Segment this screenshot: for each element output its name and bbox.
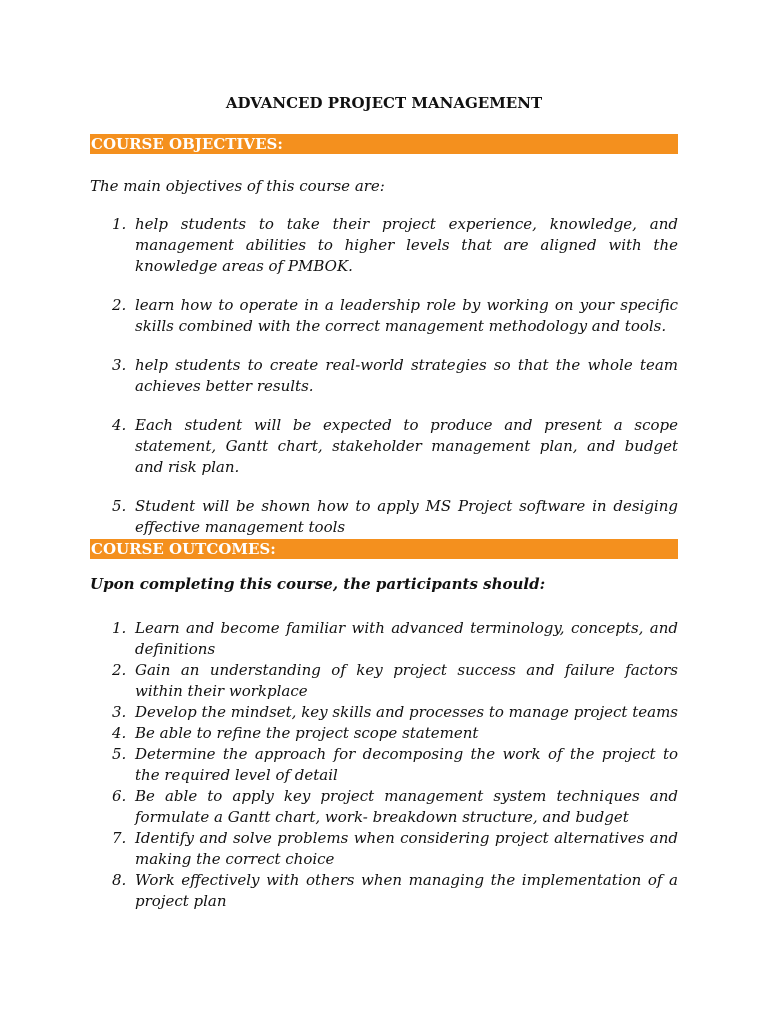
- course-outcomes-heading: COURSE OUTCOMES:: [90, 539, 678, 559]
- list-item-text: Work effectively with others when managing the implementation of a project plan: [135, 871, 678, 910]
- list-item-number: 5.: [112, 497, 127, 515]
- list-item: [90, 723, 678, 744]
- list-item-number: 1.: [112, 619, 127, 637]
- list-item-number: 1.: [112, 215, 127, 233]
- list-item-text: Identify and solve problems when considering project alternatives and making the correct choice: [135, 829, 678, 868]
- list-item-text: Be able to refine the project scope statement: [135, 724, 479, 742]
- list-item-text: Student will be shown how to apply MS Project software in desiging effective management tools: [135, 497, 678, 536]
- outcomes-list: [90, 618, 678, 912]
- objectives-list: [90, 214, 678, 556]
- list-item: [90, 214, 678, 277]
- list-item: [90, 496, 678, 538]
- list-item-number: 6.: [112, 787, 127, 805]
- list-item-number: 2.: [112, 296, 127, 314]
- list-item: [90, 744, 678, 786]
- list-item: [90, 295, 678, 337]
- list-item-text: Gain an understanding of key project success and failure factors within their workplace: [135, 661, 678, 700]
- list-item-number: 5.: [112, 745, 127, 763]
- list-item: [90, 355, 678, 397]
- list-item: [90, 702, 678, 723]
- list-item: [90, 870, 678, 912]
- list-item-number: 8.: [112, 871, 127, 889]
- list-item-number: 7.: [112, 829, 127, 847]
- list-item: [90, 660, 678, 702]
- list-item: [90, 415, 678, 478]
- list-item-text: Develop the mindset, key skills and processes to manage project teams: [135, 703, 678, 721]
- list-item-text: help students to take their project experience, knowledge, and management abilities to higher levels that are aligned with the knowledge areas of PMBOK.: [135, 215, 678, 275]
- list-item-text: Determine the approach for decomposing the work of the project to the required level of detail: [135, 745, 678, 784]
- course-objectives-heading: COURSE OBJECTIVES:: [90, 134, 678, 154]
- list-item: [90, 828, 678, 870]
- list-item-number: 3.: [112, 703, 127, 721]
- outcomes-intro: Upon completing this course, the participants should:: [90, 575, 546, 593]
- list-item: [90, 618, 678, 660]
- list-item-number: 4.: [112, 724, 127, 742]
- list-item-text: Be able to apply key project management system techniques and formulate a Gantt chart, work- breakdown structure, and budget: [135, 787, 678, 826]
- list-item-text: Learn and become familiar with advanced terminology, concepts, and definitions: [135, 619, 678, 658]
- list-item-text: help students to create real-world strategies so that the whole team achieves better results.: [135, 356, 678, 395]
- document-title: ADVANCED PROJECT MANAGEMENT: [225, 94, 543, 112]
- list-item-number: 4.: [112, 416, 127, 434]
- list-item: [90, 786, 678, 828]
- list-item-text: Each student will be expected to produce and present a scope statement, Gantt chart, stakeholder management plan, and budget and risk plan.: [135, 416, 678, 476]
- list-item-text: learn how to operate in a leadership role by working on your specific skills combined with the correct management methodology and tools.: [135, 296, 678, 335]
- objectives-intro: The main objectives of this course are:: [90, 177, 385, 195]
- list-item-number: 3.: [112, 356, 127, 374]
- list-item-number: 2.: [112, 661, 127, 679]
